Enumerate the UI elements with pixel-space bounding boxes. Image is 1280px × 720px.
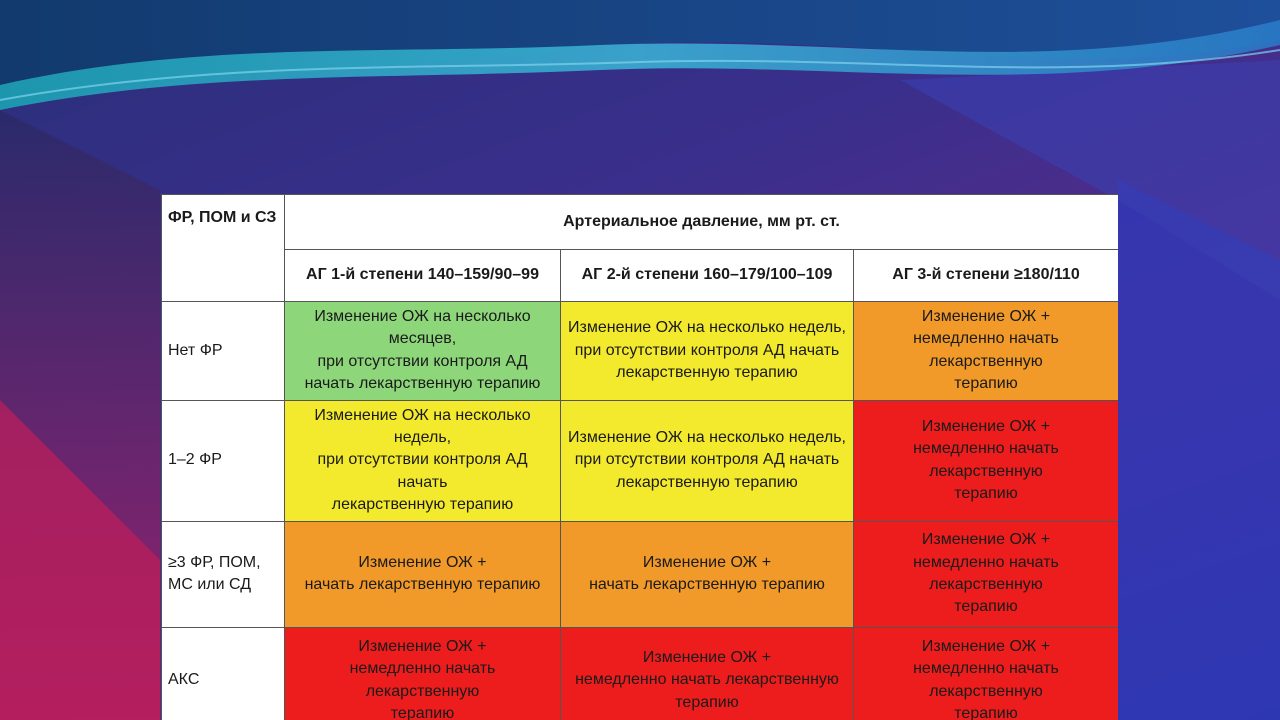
recommendation-cell: Изменение ОЖ на несколько недель, при отсутствии контроля АД начать лекарственную терапию	[561, 400, 854, 521]
recommendation-cell: Изменение ОЖ + немедленно начать лекарственную терапию	[285, 627, 561, 720]
recommendation-cell: Изменение ОЖ + начать лекарственную терапию	[285, 521, 561, 627]
recommendation-cell: Изменение ОЖ + немедленно начать лекарственную терапию	[561, 627, 854, 720]
row-header: АКС	[162, 627, 285, 720]
corner-header: ФР, ПОМ и СЗ	[162, 195, 285, 302]
recommendation-cell: Изменение ОЖ на несколько недель, при отсутствии контроля АД начать лекарственную терапию	[561, 302, 854, 401]
recommendation-cell: Изменение ОЖ на несколько недель, при отсутствии контроля АД начать лекарственную терапию	[285, 400, 561, 521]
table-row	[162, 302, 1119, 401]
recommendation-cell: Изменение ОЖ + немедленно начать лекарственную терапию	[854, 302, 1119, 401]
table-row	[162, 627, 1119, 720]
recommendation-cell: Изменение ОЖ + немедленно начать лекарственную терапию	[854, 400, 1119, 521]
hypertension-treatment-table	[161, 194, 1118, 720]
recommendation-cell: Изменение ОЖ + немедленно начать лекарственную терапию	[854, 627, 1119, 720]
column-header-ag1: АГ 1-й степени 140–159/90–99	[285, 250, 561, 302]
group-header: Артериальное давление, мм рт. ст.	[285, 195, 1119, 250]
table-row	[162, 400, 1119, 521]
recommendation-cell: Изменение ОЖ + начать лекарственную терапию	[561, 521, 854, 627]
table-row	[162, 521, 1119, 627]
recommendation-cell: Изменение ОЖ на несколько месяцев, при отсутствии контроля АД начать лекарственную терапию	[285, 302, 561, 401]
row-header: ≥3 ФР, ПОМ, МС или СД	[162, 521, 285, 627]
treatment-table-panel	[161, 194, 1118, 720]
recommendation-cell: Изменение ОЖ + немедленно начать лекарственную терапию	[854, 521, 1119, 627]
column-header-ag3: АГ 3-й степени ≥180/110	[854, 250, 1119, 302]
row-header: 1–2 ФР	[162, 400, 285, 521]
column-header-ag2: АГ 2-й степени 160–179/100–109	[561, 250, 854, 302]
row-header: Нет ФР	[162, 302, 285, 401]
